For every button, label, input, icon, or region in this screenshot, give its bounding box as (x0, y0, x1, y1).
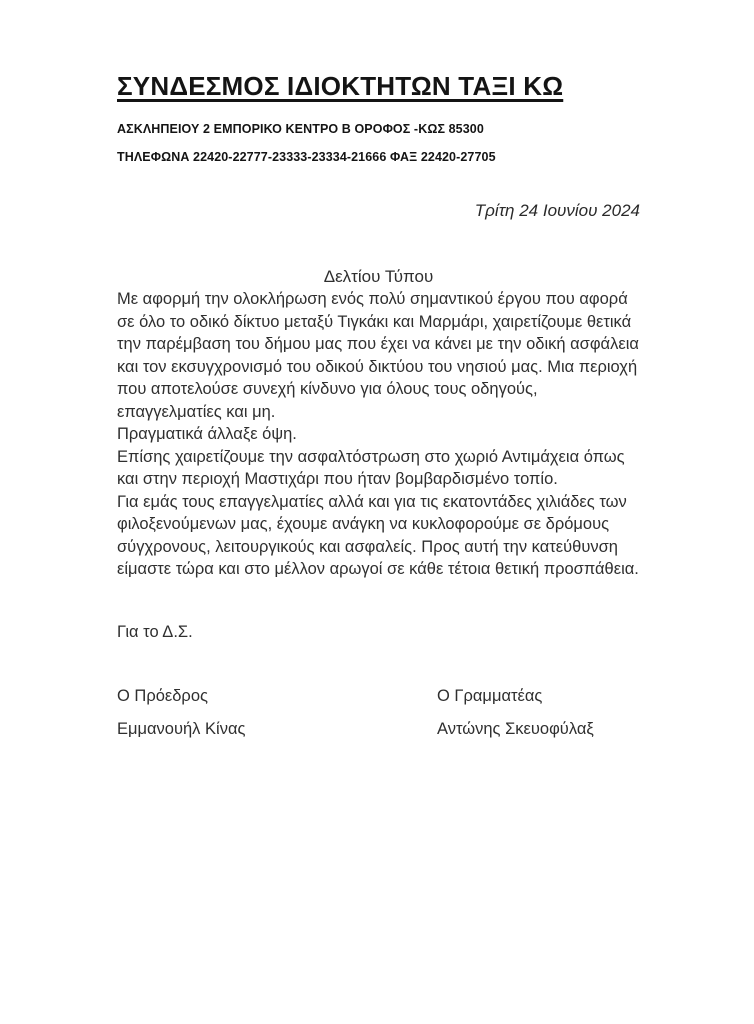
organization-title: ΣΥΝΔΕΣΜΟΣ ΙΔΙΟΚΤΗΤΩΝ ΤΑΞΙ ΚΩ (117, 71, 564, 101)
signature-secretary-name: Αντώνης Σκευοφύλαξ (437, 719, 594, 738)
signature-president-name: Εμμανουήλ Κίνας (117, 719, 246, 738)
document-type-heading: Δελτίου Τύπου (323, 267, 434, 286)
body-paragraph-3: Επίσης χαιρετίζουμε την ασφαλτόστρωση στο χωριό Αντιμάχεια όπως και στην περιοχή Μαστιχάρι που ήταν βομβαρδισμένο τοπίο. (117, 447, 625, 488)
signature-president-role: Ο Πρόεδρος (117, 687, 208, 705)
signature-secretary (437, 685, 640, 740)
signature-block (117, 685, 640, 740)
signature-president (117, 685, 437, 740)
body-paragraph-2: Πραγματικά άλλαξε όψη. (117, 425, 297, 443)
letter-body (117, 288, 640, 581)
organization-address-line: ΑΣΚΛΗΠΕΙΟΥ 2 ΕΜΠΟΡΙΚΟ ΚΕΝΤΡΟ Β ΟΡΟΦΟΣ -ΚΩΣ 85300 (117, 122, 484, 136)
closing-line: Για το Δ.Σ. (117, 622, 193, 641)
body-paragraph-4: Για εμάς τους επαγγελματίες αλλά και για τις εκατοντάδες χιλιάδες των φιλοξενούμενων μας, έχουμε ανάγκη να κυκλοφορούμε σε δρόμους σύγχρονους, λειτουργικούς και ασφαλείς. Προς αυτή την κατεύθυνση είμαστε τώρα και στο μέλλον αρωγοί σε κάθε τέτοια θετική προσπάθεια. (117, 492, 639, 578)
body-paragraph-1: Με αφορμή την ολοκλήρωση ενός πολύ σημαντικού έργου που αφορά σε όλο το οδικό δίκτυο μεταξύ Τιγκάκι και Μαρμάρι, χαιρετίζουμε θετικά την παρέμβαση του δήμου μας που έχει να κάνει με την οδική ασφάλεια και τον εκσυγχρονισμό του οδικού δικτύου του νησιού μας. Μια περιοχή που αποτελούσε συνεχή κίνδυνο για όλους τους οδηγούς, επαγγελματίες και μη. (117, 290, 639, 421)
organization-phone-line: ΤΗΛΕΦΩΝΑ 22420-22777-23333-23334-21666 ΦΑΞ 22420-27705 (117, 150, 496, 164)
signature-secretary-role: Ο Γραμματέας (437, 687, 543, 705)
letter-date: Τρίτη 24 Ιουνίου 2024 (474, 201, 640, 220)
